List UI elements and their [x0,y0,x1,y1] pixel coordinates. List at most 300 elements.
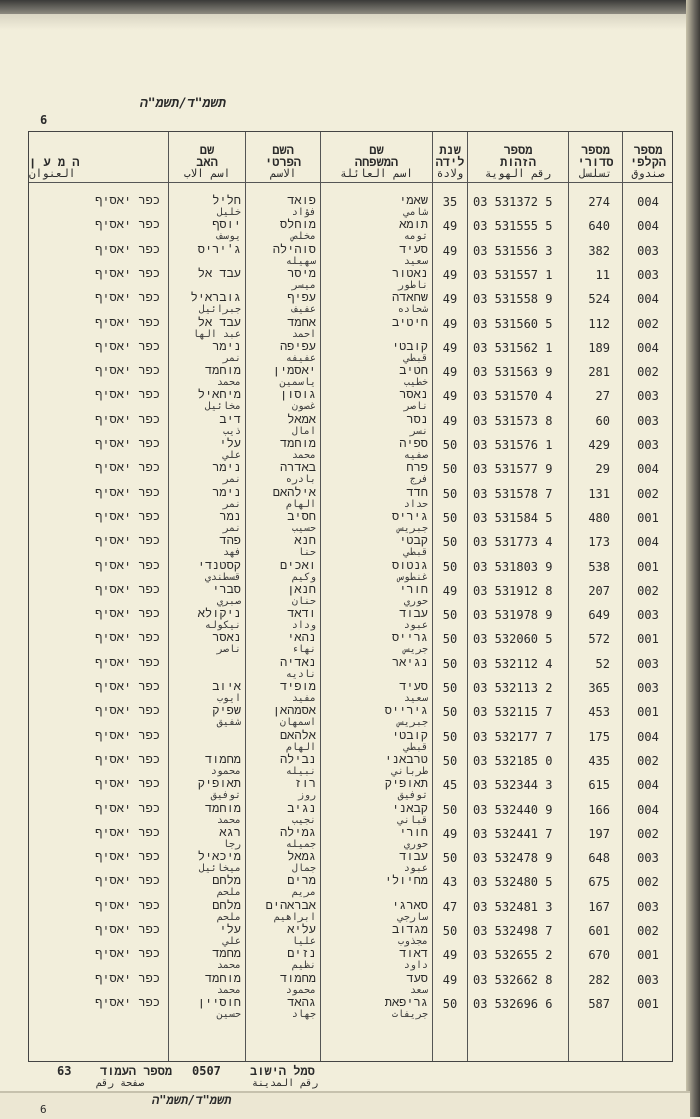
family-name-he: גנטוס [391,557,428,572]
cell-father [169,291,245,315]
cell-serial [569,243,622,267]
cell-serial [569,559,622,583]
table-row [29,559,672,583]
first-name-he: אסמהאן [272,703,316,718]
table-row [29,607,672,631]
cell-address [29,631,168,655]
family-name-ar: شحاده [397,304,428,316]
cell-id [468,850,568,874]
table-row [29,413,672,437]
header-box: מספר הקלפי صندوق [630,143,667,180]
family-name-ar: ناطور [397,279,428,291]
cell-address [29,704,168,728]
cell-id [468,267,568,291]
address-value: כפר יאסיף [95,557,160,572]
cell-first [246,437,320,461]
year-value: 49 [442,583,458,598]
serial-value: 282 [588,972,610,987]
cell-serial [569,218,622,242]
header-id: מספר הזהות رقم الهوية [484,143,552,180]
header-first-name: השם הפרטי الاسم [265,143,302,180]
serial-value: 207 [588,583,610,598]
table-row [29,704,672,728]
table-row [29,826,672,850]
cell-serial [569,461,622,485]
cell-father [169,996,245,1020]
cell-family [321,656,432,680]
cell-father [169,583,245,607]
family-name-ar: قباني [397,814,428,826]
year-value: 49 [442,826,458,841]
cell-serial [569,704,622,728]
cell-box [623,486,673,510]
cell-first [246,461,320,485]
cell-family [321,316,432,340]
first-name-he: גמאל [287,849,316,864]
serial-value: 52 [595,656,610,671]
cell-year [433,850,467,874]
cell-year [433,364,467,388]
first-name-he: מחמוד [279,970,316,985]
cell-serial [569,947,622,971]
cell-id [468,753,568,777]
serial-value: 274 [588,195,610,209]
first-name-he: מוחלס [279,217,316,232]
cell-id [468,218,568,242]
father-name-he: מיחאיל [197,387,241,402]
year-value: 50 [442,462,458,477]
cell-father [169,899,245,923]
cell-address [29,559,168,583]
box-value: 002 [637,316,659,331]
family-name-ar: قبطي [403,741,428,753]
year-value: 50 [442,924,458,938]
cell-year [433,583,467,607]
year-value: 43 [442,875,458,890]
cell-address [29,218,168,242]
cell-address [29,413,168,437]
cell-box [623,534,673,558]
box-value: 001 [637,510,659,525]
father-name-he: נאסר [212,630,241,645]
table-row [29,194,672,218]
year-value: 50 [442,438,458,452]
cell-box [623,680,673,704]
year-value: 50 [442,729,458,744]
first-name-ar: سهيله [285,255,316,267]
serial-value: 173 [588,535,610,550]
first-name-ar: مفيد [291,693,316,704]
family-name-he: טרבאני [384,751,428,766]
family-name-he: שאמי [399,193,428,207]
cell-family [321,826,432,850]
id-value: 03 531577 9 [473,462,553,477]
cell-first [246,923,320,947]
cell-id [468,316,568,340]
year-value: 49 [442,219,458,234]
cell-box [623,826,673,850]
cell-serial [569,534,622,558]
table-row [29,486,672,510]
box-value: 001 [637,632,659,647]
family-name-ar: عبود [403,863,428,875]
box-value: 004 [637,462,659,477]
cell-year [433,996,467,1020]
serial-value: 538 [588,559,610,574]
family-name-ar: عبود [403,620,428,632]
father-name-he: קסטנדי [197,557,241,572]
cell-serial [569,388,622,412]
cell-box [623,996,673,1020]
family-name-he: קבטי [399,533,428,548]
cell-address [29,243,168,267]
cell-family [321,899,432,923]
box-value: 003 [637,608,659,623]
cell-year [433,899,467,923]
cell-year [433,874,467,898]
cell-box [623,437,673,461]
cell-father [169,826,245,850]
address-value: כפר יאסיף [95,751,160,766]
first-name-ar: غصون [291,401,316,413]
box-value: 002 [637,924,659,938]
cell-box [623,704,673,728]
cell-father [169,316,245,340]
family-name-ar: صفيه [403,450,428,461]
father-name-he: מלחם [212,873,241,888]
first-name-ar: نجيب [291,814,316,826]
header-serial: מספר סדורי تسلسل [577,143,614,180]
id-value: 03 531372 5 [473,195,553,209]
first-name-he: גוסון [279,387,316,402]
cell-address [29,656,168,680]
address-value: כפר יאסיף [95,679,160,693]
cell-address [29,923,168,947]
family-name-ar: غنطوس [397,571,428,583]
cell-year [433,923,467,947]
serial-value: 453 [588,705,610,720]
cell-serial [569,437,622,461]
family-name-he: גריפאת [384,994,428,1009]
first-name-he: פואד [287,193,316,207]
table-row [29,437,672,461]
cell-address [29,753,168,777]
year-value: 49 [442,243,458,258]
cell-serial [569,777,622,801]
id-value: 03 532478 9 [473,851,553,866]
id-value: 03 532115 7 [473,705,553,720]
father-name-ar: جبرائيل [198,304,241,316]
first-name-he: סוהילה [272,241,316,256]
cell-id [468,923,568,947]
year-value: 49 [442,316,458,331]
first-name-he: מיסר [287,265,316,280]
cell-year [433,680,467,704]
cell-id [468,680,568,704]
cell-id [468,874,568,898]
cell-first [246,534,320,558]
father-name-he: מוחמד [204,970,241,985]
cell-year [433,607,467,631]
cell-serial [569,607,622,631]
year-value: 49 [442,292,458,307]
father-name-ar: ايوب [216,693,241,704]
id-value: 03 532113 2 [473,681,553,695]
header-family-name: שם המשפחה اسم العائلة [340,143,413,180]
table-row [29,267,672,291]
box-value: 004 [637,195,659,209]
address-value: כפר יאסיף [95,922,160,936]
cell-first [246,243,320,267]
family-name-ar: حوري [403,595,428,607]
cell-first [246,388,320,412]
cell-year [433,777,467,801]
id-value: 03 532441 7 [473,826,553,841]
cell-address [29,340,168,364]
table-row [29,534,672,558]
cell-first [246,680,320,704]
address-value: כפר יאסיף [95,970,160,985]
next-page-number: 6 [40,1103,47,1116]
cell-family [321,874,432,898]
cell-box [623,607,673,631]
family-name-ar: تومه [403,231,428,243]
family-name-ar: جبريس [397,522,428,534]
cell-family [321,437,432,461]
cell-address [29,316,168,340]
cell-id [468,583,568,607]
father-name-he: עבד אל [197,314,241,329]
first-name-he: נאדיה [279,654,316,669]
father-name-ar: عبد الها [192,328,241,340]
id-value: 03 532060 5 [473,632,553,647]
first-name-he: חנאן [287,581,316,596]
cell-year [433,631,467,655]
cell-year [433,534,467,558]
id-value: 03 531562 1 [473,340,553,355]
address-value: כפר יאסיף [95,654,160,669]
father-name-ar: ذيب [222,425,241,437]
cell-family [321,413,432,437]
cell-box [623,899,673,923]
family-name-ar: توفيق [397,790,428,802]
cell-year [433,291,467,315]
serial-value: 29 [595,462,610,477]
cell-address [29,802,168,826]
cell-box [623,850,673,874]
serial-value: 281 [588,365,610,380]
cell-box [623,874,673,898]
cell-year [433,947,467,971]
father-name-he: חליל [212,193,241,207]
year-value: 49 [442,413,458,428]
family-name-he: מגדוב [391,922,428,936]
father-name-ar: محمد [216,814,241,826]
cell-father [169,340,245,364]
cell-first [246,850,320,874]
cell-first [246,996,320,1020]
page-number: 6 [40,113,48,127]
cell-id [468,461,568,485]
family-name-ar: سعيد [403,255,428,267]
address-value: כפר יאסיף [95,338,160,353]
first-name-ar: ابراهيم [273,911,316,923]
father-name-ar: محمد [216,984,241,996]
locality-label: סמל הישוב [250,1064,315,1078]
address-value: כפר יאסיף [95,314,160,329]
table-row [29,947,672,971]
father-name-he: פהד [219,533,241,548]
cell-father [169,680,245,704]
serial-value: 112 [588,316,610,331]
first-name-ar: جمال [291,863,316,875]
cell-first [246,704,320,728]
family-name-he: פרח [406,460,428,475]
cell-id [468,534,568,558]
address-value: כפר יאסיף [95,484,160,499]
cell-box [623,777,673,801]
first-name-he: נהאי [287,630,316,645]
father-name-ar: ملحم [216,911,241,923]
cell-address [29,534,168,558]
cell-family [321,631,432,655]
cell-year [433,388,467,412]
first-name-he: רוז [294,776,316,791]
father-name-he: תאופיק [197,776,241,791]
father-name-ar: شفيق [216,717,241,729]
address-value: כפר יאסיף [95,387,160,402]
table-row [29,850,672,874]
cell-box [623,510,673,534]
page-label: מספר העמוד [100,1064,173,1078]
table-row [29,996,672,1020]
cell-year [433,510,467,534]
address-value: כפר יאסיף [95,460,160,475]
cell-family [321,559,432,583]
family-name-he: חיטיב [391,314,428,329]
father-name-he: נימר [212,484,241,499]
cell-address [29,607,168,631]
father-name-ar: نيكوله [204,620,241,632]
family-name-he: דאוד [399,946,428,961]
cell-family [321,729,432,753]
cell-family [321,802,432,826]
first-name-ar: عفيفه [285,352,316,364]
cell-family [321,388,432,412]
address-value: כפר יאסיף [95,265,160,280]
family-name-ar: قبطي [403,547,428,559]
family-name-he: קובטי [391,338,428,353]
box-value: 004 [637,535,659,550]
address-value: כפר יאסיף [95,776,160,791]
father-name-ar: نمر [222,522,241,534]
locality-label-ar: رقم المدينة [252,1078,319,1089]
cell-first [246,753,320,777]
header-father-name: שם האב اسم الاب [183,143,231,180]
cell-father [169,194,245,218]
address-value: כפר יאסיף [95,946,160,961]
cell-father [169,874,245,898]
father-name-he: ניקולא [197,606,241,621]
first-name-ar: ياسمين [279,377,316,389]
family-name-he: גרייס [391,630,428,645]
cell-father [169,850,245,874]
first-name-he: מרים [287,873,316,888]
cell-address [29,291,168,315]
serial-value: 615 [588,778,610,793]
box-value: 003 [637,438,659,452]
serial-value: 382 [588,243,610,258]
cell-address [29,777,168,801]
table-row [29,802,672,826]
first-name-ar: حنان [291,595,316,607]
cell-father [169,486,245,510]
family-name-he: חדד [406,484,428,499]
cell-box [623,340,673,364]
page-value: 63 [57,1064,72,1078]
next-page-title: תשמ"ד/תשמ"ה [152,1093,232,1107]
cell-serial [569,631,622,655]
table-row [29,972,672,996]
father-name-he: נימר [212,460,241,475]
year-value: 35 [442,195,458,209]
cell-year [433,413,467,437]
first-name-he: חנא [294,533,316,548]
first-name-he: מוחמד [279,436,316,450]
first-name-he: ודאד [287,606,316,621]
serial-value: 131 [588,486,610,501]
cell-serial [569,680,622,704]
cell-address [29,267,168,291]
cell-first [246,291,320,315]
id-value: 03 532696 6 [473,996,553,1011]
father-name-ar: محمد [216,960,241,972]
father-name-he: מוחמד [204,800,241,815]
year-value: 50 [442,996,458,1011]
cell-id [468,899,568,923]
father-name-ar: مخائيل [204,401,241,413]
address-value: כפר יאסיף [95,824,160,839]
cell-year [433,243,467,267]
cell-family [321,923,432,947]
box-value: 004 [637,778,659,793]
first-name-he: מופיד [279,679,316,693]
box-value: 002 [637,365,659,380]
father-name-ar: خليل [216,207,241,218]
cell-address [29,510,168,534]
cell-id [468,486,568,510]
cell-year [433,972,467,996]
year-value: 49 [442,365,458,380]
cell-family [321,777,432,801]
address-value: כפר יאסיף [95,193,160,207]
cell-first [246,218,320,242]
serial-value: 649 [588,608,610,623]
family-name-he: סעיד [399,241,428,256]
cell-family [321,680,432,704]
cell-id [468,364,568,388]
cell-father [169,510,245,534]
father-name-ar: رجا [222,838,241,850]
cell-year [433,704,467,728]
cell-first [246,316,320,340]
cell-father [169,218,245,242]
first-name-ar: محمد [291,450,316,461]
table-row [29,388,672,412]
family-name-ar: حداد [403,498,428,510]
father-name-ar: علي [222,936,241,947]
first-name-he: חסיב [287,508,316,523]
